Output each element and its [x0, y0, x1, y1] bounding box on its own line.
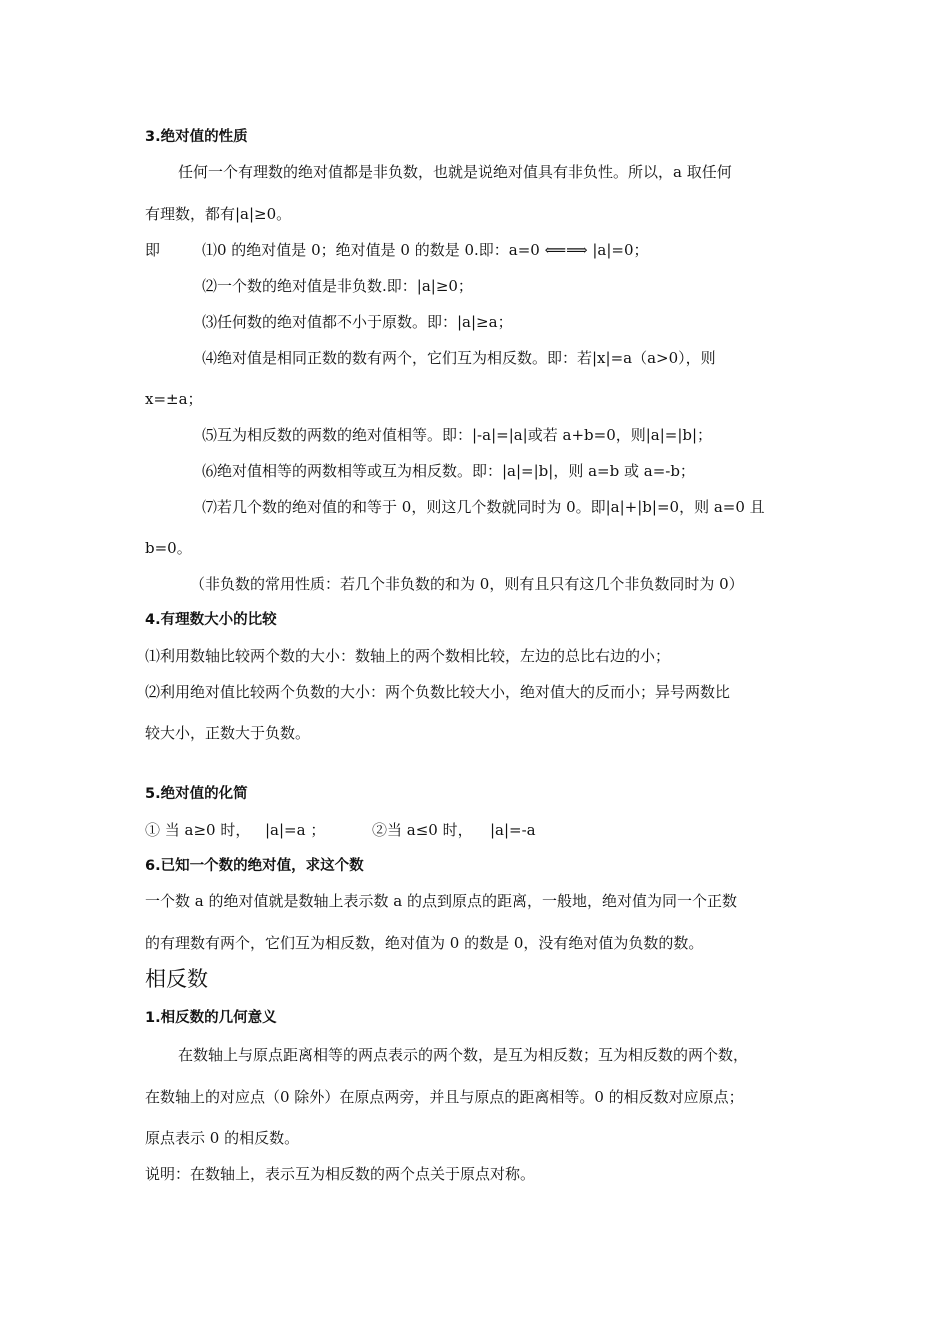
sec4-item-2: ⑵利用绝对值比较两个负数的大小：两个负数比较大小，绝对值大的反而小；异号两数比: [145, 683, 731, 701]
ji-label: 即: [145, 241, 161, 259]
sec4-item-2-cont: 较大小，正数大于负数。: [145, 724, 311, 742]
opposite-note: 说明：在数轴上，表示互为相反数的两个点关于原点对称。: [145, 1165, 536, 1183]
opposite-paragraph-line2: 在数轴上的对应点（0 除外）在原点两旁，并且与原点的距离相等。0 的相反数对应原点；: [145, 1088, 744, 1106]
sec5-case-2: ②当 a≤0 时，: [372, 821, 473, 839]
sec6-paragraph-line2: 的有理数有两个，它们互为相反数，绝对值为 0 的数是 0，没有绝对值为负数的数。: [145, 934, 704, 952]
sec3-paragraph-line2: 有理数，都有|a|≥0。: [145, 205, 292, 223]
sec5-case-1: ① 当 a≥0 时，: [145, 821, 251, 839]
section-6-heading: 6.已知一个数的绝对值，求这个数: [145, 858, 364, 874]
property-item-7: ⑺若几个数的绝对值的和等于 0，则这几个数就同时为 0。即|a|+|b|=0，则 a=0 且: [202, 498, 765, 516]
property-item-4: ⑷绝对值是相同正数的数有两个，它们互为相反数。即：若|x|=a（a>0），则: [202, 349, 716, 367]
property-item-7-cont: b=0。: [145, 539, 192, 557]
opposite-paragraph-line3: 原点表示 0 的相反数。: [145, 1129, 300, 1147]
sec4-item-1: ⑴利用数轴比较两个数的大小：数轴上的两个数相比较，左边的总比右边的小；: [145, 647, 671, 665]
opposite-numbers-heading-1: 1.相反数的几何意义: [145, 1010, 277, 1026]
sec6-paragraph-line1: 一个数 a 的绝对值就是数轴上表示数 a 的点到原点的距离，一般地，绝对值为同一个正数: [145, 892, 737, 910]
property-item-3: ⑶任何数的绝对值都不小于原数。即：|a|≥a；: [202, 313, 513, 331]
property-item-6: ⑹绝对值相等的两数相等或互为相反数。即：|a|=|b|，则 a=b 或 a=-b；: [202, 462, 695, 480]
opposite-numbers-title: 相反数: [145, 967, 208, 991]
property-item-4-cont: x=±a；: [145, 390, 203, 408]
property-item-5: ⑸互为相反数的两数的绝对值相等。即：|-a|=|a|或若 a+b=0，则|a|=|b|；: [202, 426, 713, 444]
section-3-heading: 3.绝对值的性质: [145, 129, 248, 145]
opposite-paragraph-line1: 在数轴上与原点距离相等的两点表示的两个数，是互为相反数；互为相反数的两个数，: [178, 1046, 749, 1064]
nonnegative-note: （非负数的常用性质：若几个非负数的和为 0，则有且只有这几个非负数同时为 0）: [190, 575, 744, 593]
property-item-2: ⑵一个数的绝对值是非负数.即：|a|≥0；: [202, 277, 473, 295]
property-item-1: ⑴0 的绝对值是 0；绝对值是 0 的数是 0.即：a=0 ⟸⟹ |a|=0；: [202, 241, 649, 259]
sec5-case-1-value: |a|=a ；: [265, 821, 326, 839]
sec3-paragraph-line1: 任何一个有理数的绝对值都是非负数，也就是说绝对值具有非负性。所以，a 取任何: [178, 163, 732, 181]
section-4-heading: 4.有理数大小的比较: [145, 612, 277, 628]
section-5-heading: 5.绝对值的化简: [145, 786, 248, 802]
sec5-case-2-value: |a|=-a: [490, 821, 536, 839]
